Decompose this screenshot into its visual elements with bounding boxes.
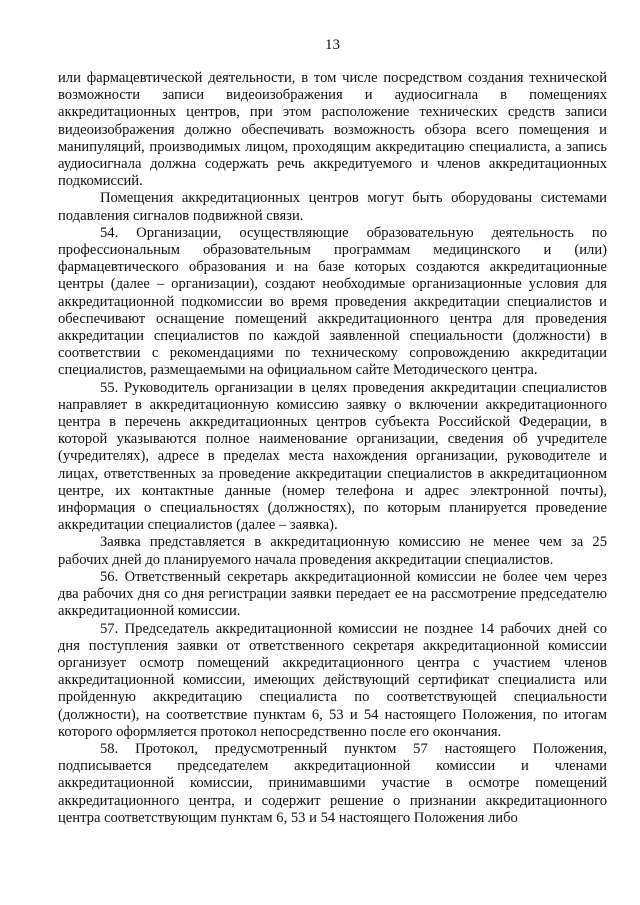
paragraph-1: или фармацевтической деятельности, в том числе посредством создания технической возможности записи видеоизображения и аудиосигнала в помещениях аккредитационных центров, при этом расположение технических средств записи видеоизображения должно обеспечивать возможность обзора всего помещения и манипуляций, производимых лицом, проходящим аккредитацию специалиста, а запись аудиосигнала должна содержать речь аккредитуемого и членов аккредитационных подкомиссий. (58, 70, 607, 190)
paragraph-58: 58. Протокол, предусмотренный пунктом 57 настоящего Положения, подписывается председателем аккредитационной комиссии и членами аккредитационной комиссии, принимавшими участие в осмотре помещений аккредитационного центра, и содержит решение о признании аккредитационного центра соответствующим пунктам 6, 53 и 54 настоящего Положения либо (58, 740, 607, 826)
document-page (58, 36, 607, 827)
paragraph-56: 56. Ответственный секретарь аккредитационной комиссии не более чем через два рабочих дня со дня регистрации заявки передает ее на рассмотрение председателю аккредитационной комиссии. (58, 568, 607, 620)
paragraph-57: 57. Председатель аккредитационной комиссии не позднее 14 рабочих дней со дня поступления заявки от ответственного секретаря аккредитационной комиссии организует осмотр помещений аккредитационного центра с участием членов аккредитационной комиссии, имеющих действующий сертификат специалиста или пройденную аккредитацию специалиста по соответствующей специальности (должности), на соответствие пунктам 6, 53 и 54 настоящего Положения, по итогам которого оформляется протокол непосредственно после его окончания. (58, 620, 607, 740)
paragraph-55: 55. Руководитель организации в целях проведения аккредитации специалистов направляет в аккредитационную комиссию заявку о включении аккредитационного центра в перечень аккредитационных центров субъекта Российской Федерации, в которой указываются полное наименование организации, сведения об учредителе (учредителях), адресе в пределах места нахождения организации, руководителе и лицах, ответственных за проведение аккредитации специалистов в аккредитационном центре, их контактные данные (номер телефона и адрес электронной почты), информация о специальностях (должностях), по которым планируется проведение аккредитации специалистов (далее – заявка). (58, 379, 607, 534)
paragraph-55-application: Заявка представляется в аккредитационную комиссию не менее чем за 25 рабочих дней до планируемого начала проведения аккредитации специалистов. (58, 534, 607, 568)
paragraph-54: 54. Организации, осуществляющие образовательную деятельность по профессиональным образовательным программам медицинского и (или) фармацевтического образования и на базе которых создаются аккредитационные центры (далее – организации), создают необходимые организационные условия для аккредитационной подкомиссии во время проведения аккредитации специалистов и обеспечивают оснащение помещений аккредитационного центра для проведения аккредитации специалистов по каждой заявленной специальности (должности) в соответствии с рекомендациями по техническому сопровождению аккредитации специалистов, размещаемыми на официальном сайте Методического центра. (58, 224, 607, 379)
paragraph-2: Помещения аккредитационных центров могут быть оборудованы системами подавления сигналов подвижной связи. (58, 190, 607, 224)
document-body (58, 70, 607, 827)
page-number: 13 (325, 37, 340, 53)
